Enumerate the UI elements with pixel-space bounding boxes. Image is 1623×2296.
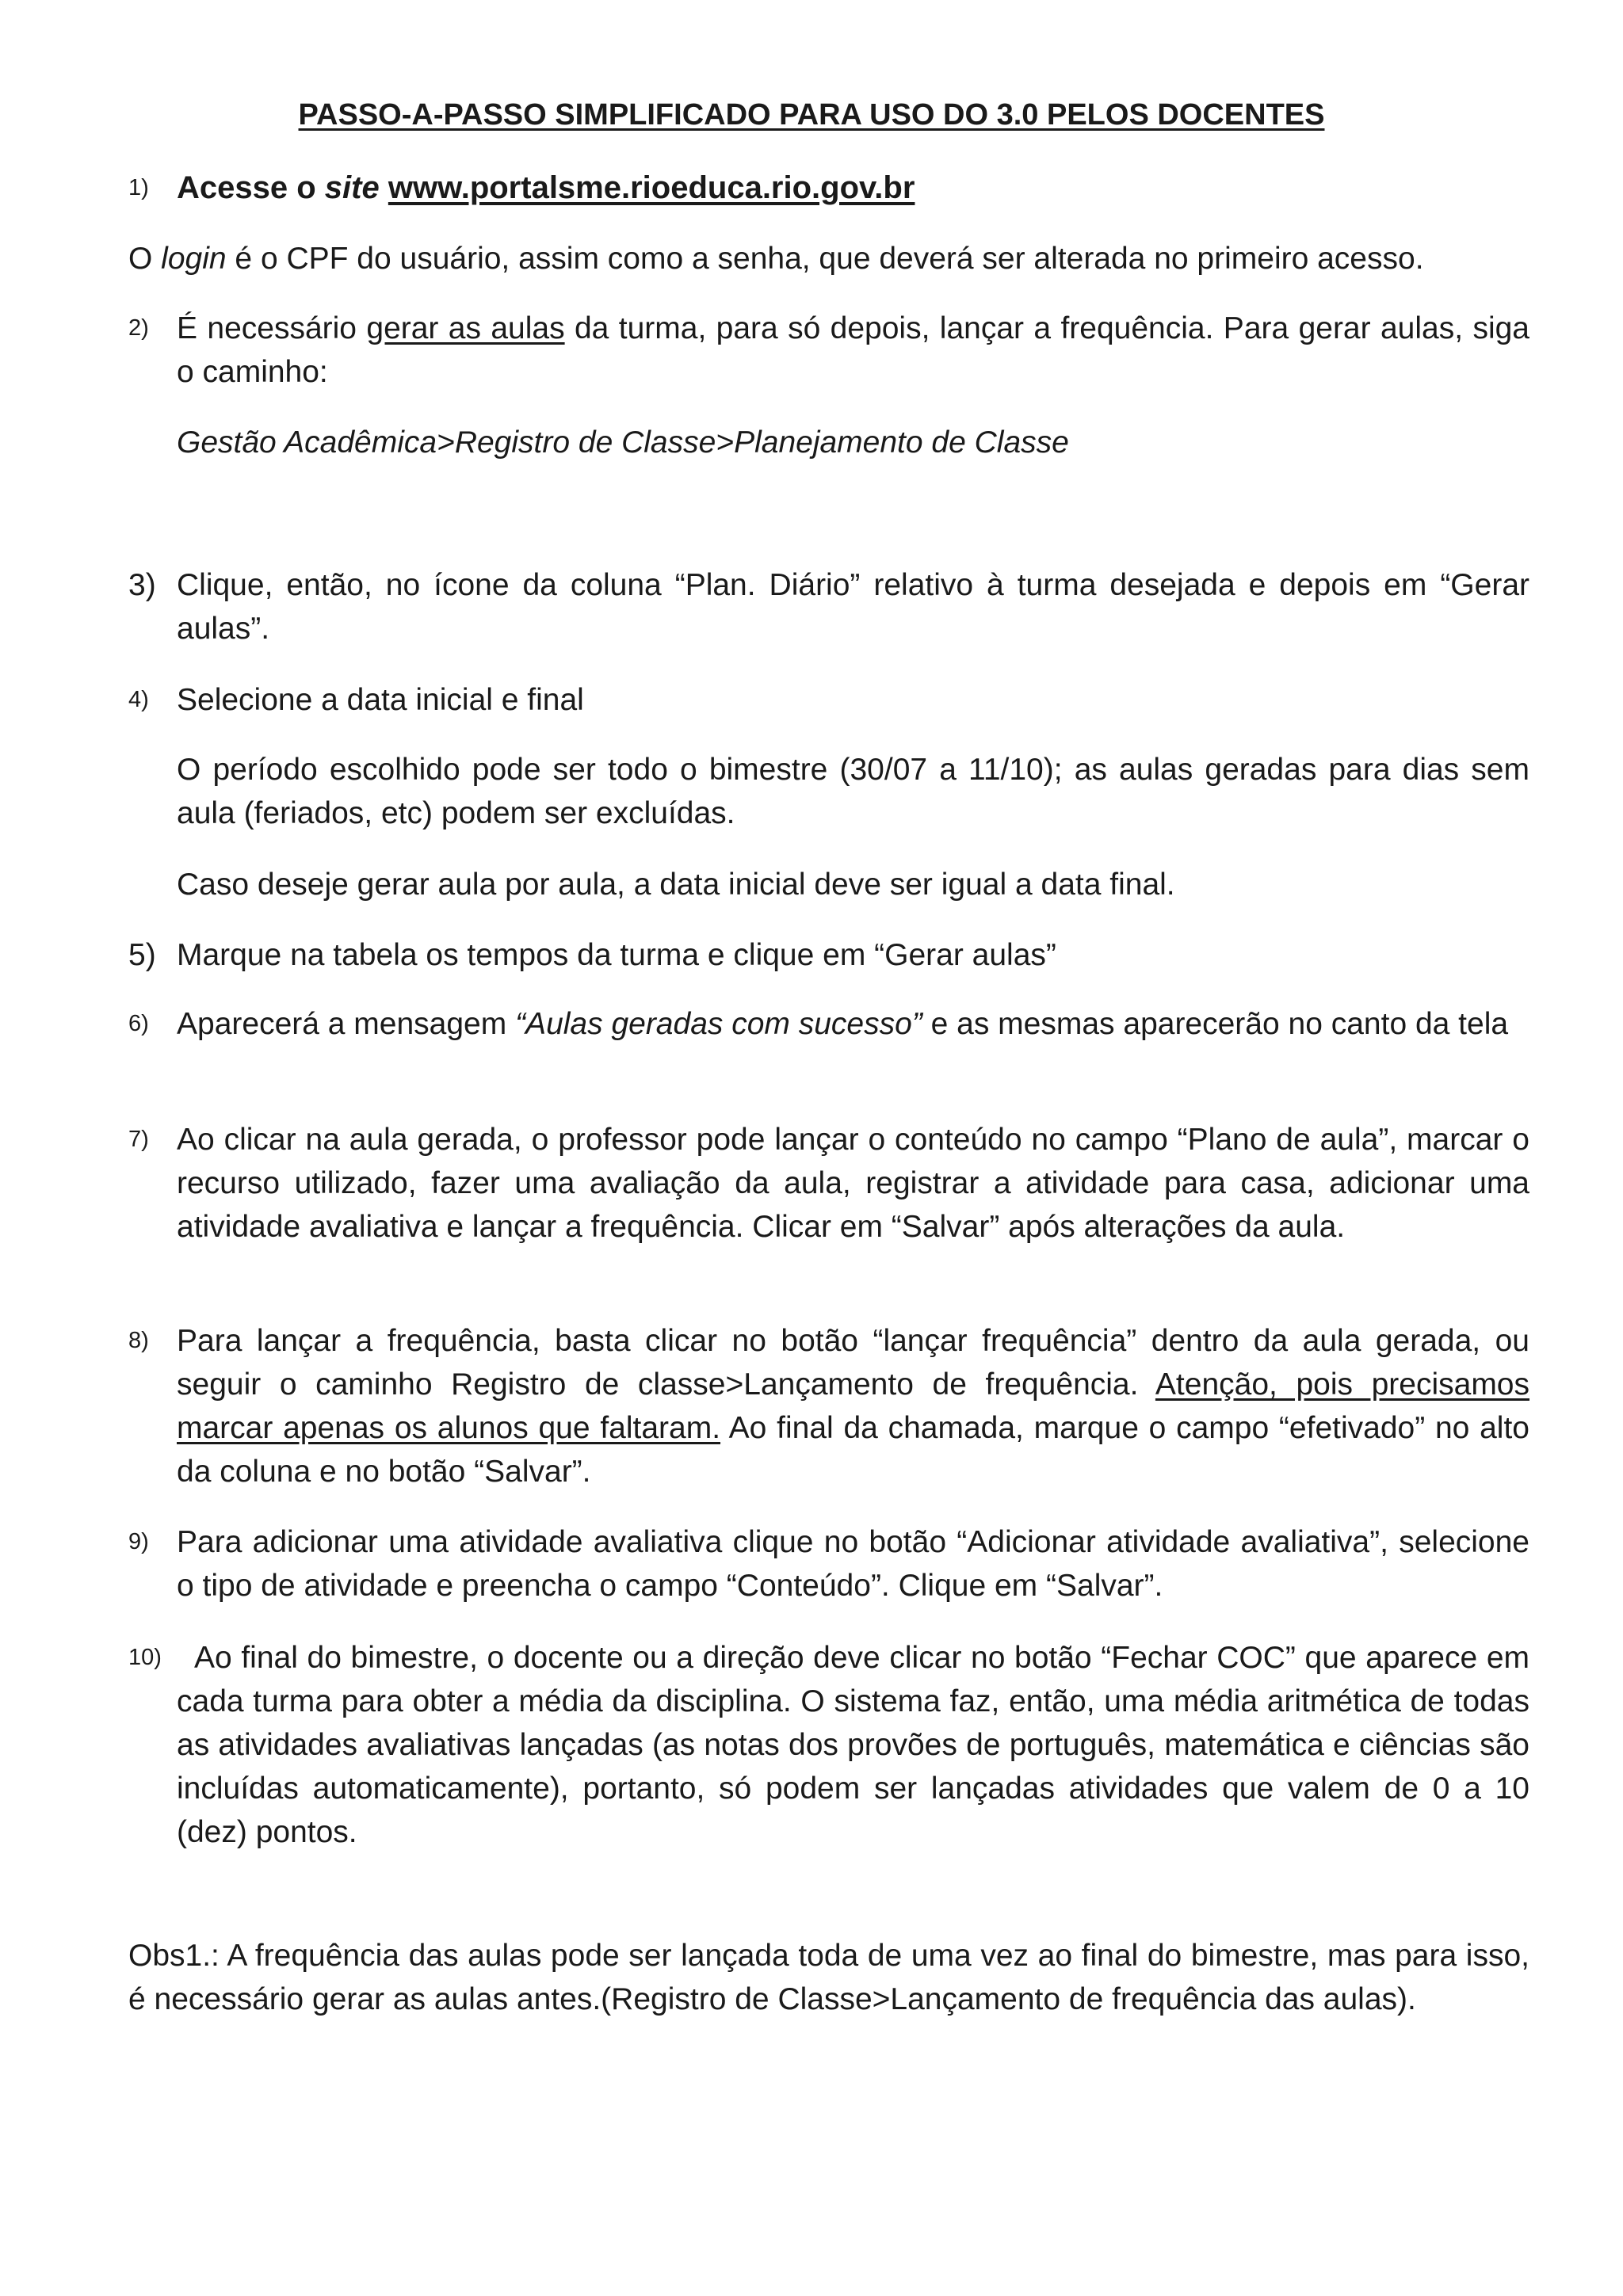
step-number: 9): [128, 1529, 149, 1554]
step-1-site-word: site: [324, 170, 380, 205]
step-9: [128, 1520, 1529, 1608]
step-10-text: Ao final do bimestre, o docente ou a direção deve clicar no botão “Fechar COC” que aparece em cada turma para obter a média da disciplina. O sistema faz, então, uma média aritmética de todas as atividades avaliativas lançadas (as notas dos provões de português, matemática e ciências são incluídas automaticamente), portanto, só podem ser lançadas atividades que valem de 0 a 10 (dez) pontos.: [177, 1641, 1529, 1849]
step-2: [128, 307, 1529, 394]
login-note-text-b: é o CPF do usuário, assim como a senha, que deverá ser alterada no primeiro acesso.: [226, 242, 1424, 276]
step-5: [128, 933, 1529, 977]
step-number: 8): [128, 1328, 149, 1353]
step-number: 5): [128, 938, 156, 972]
step-1-lead: Acesse o: [177, 170, 325, 205]
step-7: [128, 1118, 1529, 1249]
step-number: 2): [128, 315, 149, 341]
step-number: 4): [128, 687, 149, 712]
step-4-period-note: O período escolhido pode ser todo o bimestre (30/07 a 11/10); as aulas geradas para dias sem aula (feriados, etc) podem ser excluídas.: [177, 753, 1529, 830]
page-title: PASSO-A-PASSO SIMPLIFICADO PARA USO DO 3.0 PELOS DOCENTES: [298, 98, 1325, 132]
attention-note: Atenção, pois precisamos marcar apenas os alunos que faltaram.: [177, 1367, 1529, 1445]
portal-url-link[interactable]: www.portalsme.rioeduca.rio.gov.br: [388, 170, 915, 205]
step-2-path: Gestão Acadêmica>Registro de Classe>Planejamento de Classe: [177, 425, 1069, 460]
step-6: [128, 1002, 1529, 1046]
step-8-text-a: Para lançar a frequência, basta clicar no botão “lançar frequência” dentro da aula gerada, ou seguir o caminho Registro de classe>Lançamento de frequência.: [177, 1324, 1529, 1402]
step-9-text: Para adicionar uma atividade avaliativa clique no botão “Adicionar atividade avaliativa”, selecione o tipo de atividade e preencha o campo “Conteúdo”. Clique em “Salvar”.: [177, 1525, 1529, 1603]
gerar-aulas-underlined: gerar as aulas: [366, 311, 565, 345]
step-4-text: Selecione a data inicial e final: [177, 683, 584, 717]
step-number: 1): [128, 175, 149, 200]
step-6-text-b: e as mesmas aparecerão no canto da tela: [922, 1007, 1509, 1041]
step-4: [128, 678, 1529, 722]
step-3: [128, 563, 1529, 650]
login-note-text-a: O: [128, 242, 162, 276]
login-word: login: [161, 242, 227, 276]
step-7-text: Ao clicar na aula gerada, o professor pode lançar o conteúdo no campo “Plano de aula”, marcar o recurso utilizado, fazer uma avaliação da aula, registrar a atividade para casa, adicionar uma atividade avaliativa e lançar a frequência. Clicar em “Salvar” após alterações da aula.: [177, 1123, 1529, 1244]
login-note: [128, 237, 1529, 280]
obs-1-note: Obs1.: A frequência das aulas pode ser lançada toda de uma vez ao final do bimestre, mas para isso, é necessário gerar as aulas antes.(Registro de Classe>Lançamento de frequência das aulas).: [128, 1939, 1529, 2016]
step-2-text-a: É necessário: [177, 311, 367, 345]
step-number: 10): [128, 1645, 162, 1670]
success-message: “Aulas geradas com sucesso”: [515, 1007, 922, 1041]
step-1: [128, 166, 1529, 210]
step-2-text-b: da turma, para só depois, lançar a frequência. Para gerar aulas, siga o caminho:: [177, 311, 1529, 389]
step-5-text: Marque na tabela os tempos da turma e clique em “Gerar aulas”: [177, 938, 1056, 972]
step-8-text-b: Ao final da chamada, marque o campo “efetivado” no alto da coluna e no botão “Salvar”.: [177, 1411, 1529, 1489]
step-4-single-class-note: Caso deseje gerar aula por aula, a data inicial deve ser igual a data final.: [177, 868, 1175, 902]
step-number: 3): [128, 568, 156, 602]
step-6-text-a: Aparecerá a mensagem: [177, 1007, 516, 1041]
step-number: 7): [128, 1127, 149, 1152]
step-3-text: Clique, então, no ícone da coluna “Plan. Diário” relativo à turma desejada e depois em “Gerar aulas”.: [177, 568, 1529, 646]
step-8: [128, 1319, 1529, 1493]
step-10: [128, 1636, 1529, 1854]
step-number: 6): [128, 1011, 149, 1036]
